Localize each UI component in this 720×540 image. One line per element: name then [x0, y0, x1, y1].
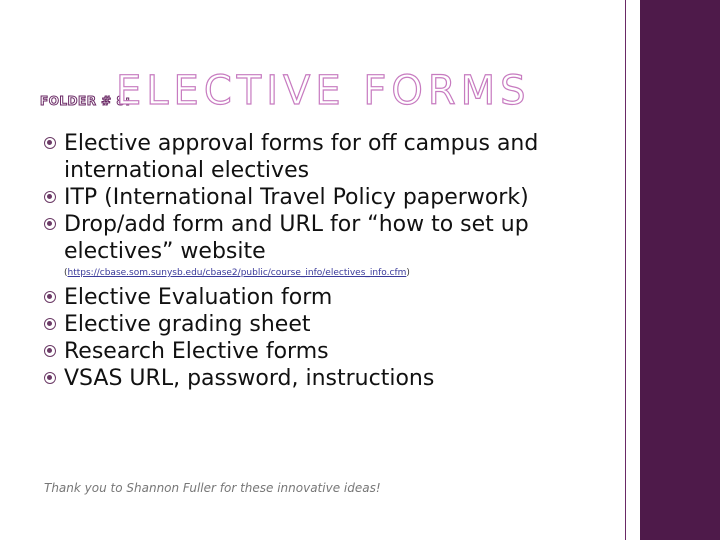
slide-title: ELECTIVE FORMS — [116, 68, 531, 114]
bullet-text: Drop/add form and URL for “how to set up electives” website — [64, 212, 529, 264]
bullet-text: VSAS URL, password, instructions — [64, 366, 435, 391]
bullet-text: Elective Evaluation form — [64, 285, 333, 310]
list-item — [44, 284, 624, 311]
url-line — [44, 268, 624, 278]
list-item — [44, 311, 624, 338]
sidebar-divider — [625, 0, 626, 540]
bullet-text: Research Elective forms — [64, 339, 329, 364]
bullet-list — [44, 130, 624, 392]
sidebar-accent — [640, 0, 720, 540]
list-item — [44, 338, 624, 365]
electives-info-link[interactable]: https://cbase.som.sunysb.edu/cbase2/public/course_info/electives_info.cfm — [67, 268, 407, 278]
folder-label: FOLDER # 8: — [40, 94, 131, 108]
circle-bullet-icon — [44, 291, 56, 303]
list-item — [44, 365, 624, 392]
circle-bullet-icon — [44, 218, 56, 230]
list-item — [44, 184, 624, 211]
bullet-text: Elective approval forms for off campus and international electives — [64, 131, 539, 183]
thanks-note: Thank you to Shannon Fuller for these innovative ideas! — [44, 481, 381, 495]
bullet-text: Elective grading sheet — [64, 312, 311, 337]
circle-bullet-icon — [44, 191, 56, 203]
circle-bullet-icon — [44, 137, 56, 149]
bullet-text: ITP (International Travel Policy paperwork) — [64, 185, 529, 210]
list-item — [44, 130, 624, 184]
circle-bullet-icon — [44, 345, 56, 357]
circle-bullet-icon — [44, 372, 56, 384]
circle-bullet-icon — [44, 318, 56, 330]
list-item — [44, 211, 624, 265]
url-close-paren: ) — [406, 268, 410, 278]
url-open-paren: ( — [64, 268, 68, 278]
